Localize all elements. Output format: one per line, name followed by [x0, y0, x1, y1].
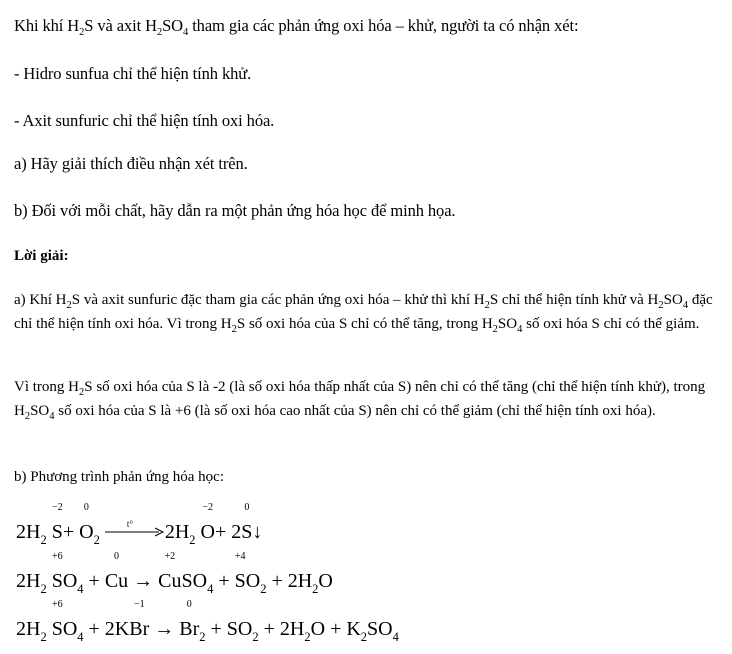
equation-3: $2H_2$ +6 $SO_4 + 2K$ −1 Br → 0 $Br_2 + SO_2 + 2H_2O + K_2SO_4$ [16, 599, 399, 644]
reaction-arrow-heat: t° [105, 520, 165, 544]
sulfur-with-oxidation-number: −2 S [51, 502, 63, 543]
bromine-with-oxidation-number: 0 Br [179, 599, 200, 640]
question-part-a: a) Hãy giải thích điều nhận xét trên. [14, 154, 248, 173]
equation-1: $2H_2$ −2 S+ 0 $O_2$ t° $2H_2$ −2 O+ 2 0 S↓ [16, 502, 263, 547]
sulfur-with-oxidation-number: +4 S [234, 551, 246, 592]
oxygen-with-oxidation-number: 0 O [79, 502, 94, 543]
bromine-with-oxidation-number: −1 Br [129, 599, 150, 640]
sulfur-with-oxidation-number: +6 S [51, 599, 63, 640]
oxygen-with-oxidation-number: −2 O [200, 502, 215, 543]
right-arrow-icon: → [149, 618, 180, 640]
question-intro: Khi khí $H_2S$ và axit $H_2SO_4$ tham gia các phản ứng oxi hóa – khử, người ta có nhận xét: [14, 16, 579, 38]
equation-2: $2H_2$ +6 $SO_4$ + 0 Cu → +2 CuSO$_4$ + +4 $SO_2 + 2H_2O$ [16, 551, 333, 596]
solution-paragraph-1: a) Khí $H_2S$ và axit sunfuric đặc tham gia các phản ứng oxi hóa – khử thì khí $H_2S$ chỉ thể hiện tính khử và $H_2SO_4$ đặc chỉ thể hiện tính oxi hóa. Vì trong $H_2S$ số oxi hóa của S chỉ có thể tăng, trong $H_2SO_4$ số oxi hóa S chỉ có thể giảm. [14, 292, 713, 335]
solution-paragraph-2: Vì trong $H_2S$ số oxi hóa của S là -2 (là số oxi hóa thấp nhất của S) nên chỉ có thể tăng (chỉ thể hiện tính khử), trong $H_2SO_4$ số oxi hóa của S là +6 (là số oxi hóa cao nhất của S) nên chỉ có thể giảm (chỉ thể hiện tính oxi hóa). [14, 379, 706, 422]
precipitate-arrow-icon: ↓ [252, 521, 263, 543]
right-arrow-icon [105, 526, 165, 538]
right-arrow-icon: → [128, 570, 159, 592]
claim-hydrogen-sulfide: - Hidro sunfua chỉ thể hiện tính khử. [14, 64, 252, 83]
copper-with-oxidation-number: +2 Cu [158, 551, 182, 592]
sulfur-with-oxidation-number: +6 S [51, 551, 63, 592]
solution-heading: Lời giải: [14, 248, 69, 264]
question-part-b: b) Đối với mỗi chất, hãy dẫn ra một phản ứng hóa học để minh họa. [14, 201, 456, 220]
claim-sulfuric-acid: - Axit sunfuric chỉ thể hiện tính oxi hóa. [14, 111, 275, 130]
copper-with-oxidation-number: 0 Cu [104, 551, 129, 592]
sulfur-with-oxidation-number: 0 S [241, 502, 253, 543]
solution-paragraph-3: b) Phương trình phản ứng hóa học: [14, 469, 224, 485]
